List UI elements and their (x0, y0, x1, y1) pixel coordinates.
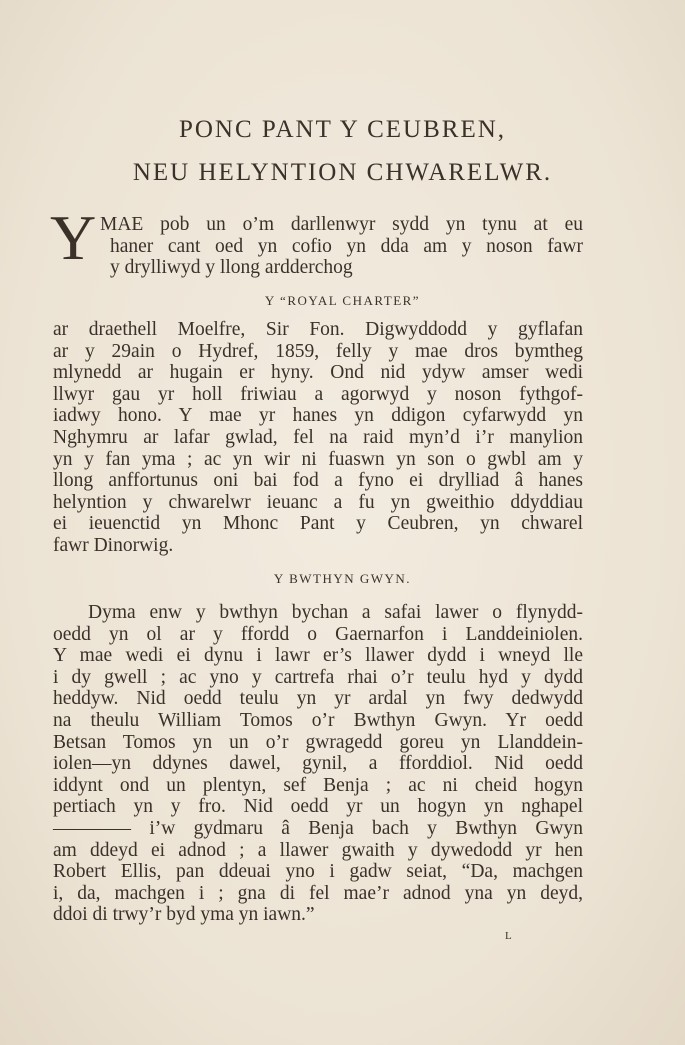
text-line: Y mae wedi ei dynu i lawr er’s llawer dydd i wneyd lle (53, 645, 583, 667)
text-line: llong anffortunus oni bai fod a fyno ei drylliad â hanes (53, 470, 583, 492)
text-line: oedd yn ol ar y ffordd o Gaernarfon i Landdeiniolen. (53, 623, 583, 645)
text-line: iddynt ond un plentyn, sef Benja ; ac ni cheid hogyn (53, 774, 583, 796)
text-line: pertiach yn y fro. Nid oedd yr un hogyn yn nghapel (53, 796, 583, 818)
text-line: Robert Ellis, pan ddeuai yno i gadw seiat, “Da, machgen (53, 861, 583, 883)
section-heading: Y BWTHYN GWYN. (273, 571, 412, 586)
text-line: i dy gwell ; ac yno y cartrefa rhai o’r teulu hyd y dydd (53, 666, 583, 688)
text-line: i, da, machgen i ; gna di fel mae’r adnod yna yn deyd, (53, 882, 583, 904)
text-line: iolen—yn ddynes dawel, gynil, a fforddiol. Nid oedd (53, 753, 583, 775)
text-line: Nghymru ar lafar gwlad, fel na raid myn’d i’r manylion (53, 427, 583, 448)
chapter-title-line-1: PONC PANT Y CEUBREN, (178, 116, 507, 143)
intro-line: MAE pob un o’m darllenwyr sydd yn tynu at eu (100, 214, 583, 235)
text-line: yn y fan yma ; ac yn wir ni fuaswn yn son o gwbl am y (53, 448, 583, 470)
ship-heading: Y “ROYAL CHARTER” (264, 293, 421, 308)
text-line: na theulu William Tomos o’r Bwthyn Gwyn. Yr oedd (53, 710, 583, 731)
signature-mark: L (505, 930, 512, 942)
text-line: am ddeyd ei adnod ; a llawer gwaith y dywedodd yr hen (53, 839, 583, 861)
text-line: ei ieuenctid yn Mhonc Pant y Ceubren, yn chwarel (53, 513, 583, 535)
text-line: helyntion y chwarelwr ieuanc a fu yn gweithio ddyddiau (53, 491, 583, 513)
intro-line: haner cant oed yn cofio yn dda am y noson fawr (110, 236, 583, 257)
drop-cap: Y (50, 202, 97, 273)
text-line: Dyma enw y bwthyn bychan a safai lawer o flynydd- (88, 602, 583, 623)
text-line: ar y 29ain o Hydref, 1859, felly y mae dros bymtheg (53, 340, 583, 362)
text-line: ddoi di trwy’r byd yma yn iawn.” (53, 904, 315, 926)
chapter-title-line-2: NEU HELYNTION CHWARELWR. (132, 159, 553, 186)
text-line: fawr Dinorwig. (53, 535, 174, 556)
intro-line: y drylliwyd y llong ardderchog (110, 257, 353, 278)
text-line: Betsan Tomos yn un o’r gwragedd goreu yn Llanddein- (53, 731, 583, 753)
text-line: iadwy hono. Y mae yr hanes yn ddigon cyfarwydd yn (53, 405, 583, 427)
text-line: mlynedd ar hugain er hyny. Ond nid ydyw amser wedi (53, 362, 583, 384)
text-line: ———— i’w gydmaru â Benja bach y Bwthyn Gwyn (53, 818, 583, 839)
text-line: llwyr gau yr holl friwiau a agorwyd y noson fythgof- (53, 383, 583, 405)
text-line: ar draethell Moelfre, Sir Fon. Digwyddodd y gyflafan (53, 319, 583, 340)
text-line: heddyw. Nid oedd teulu yn yr ardal yn fwy dedwydd (53, 688, 583, 710)
